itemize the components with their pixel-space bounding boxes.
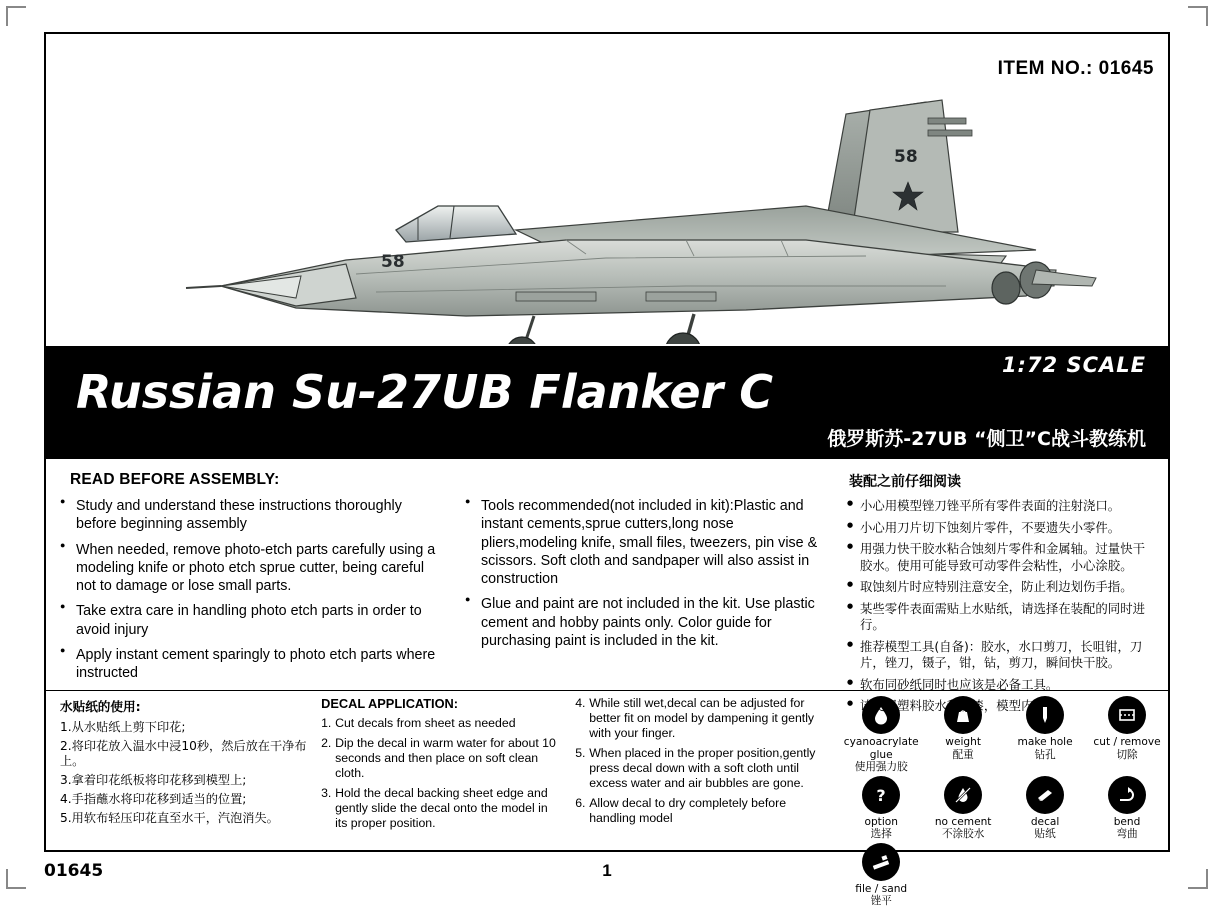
svg-text:?: ? [876, 785, 886, 805]
legend-label-cn: 锉平 [870, 895, 892, 907]
legend-item-bend [1086, 776, 1168, 841]
list-item [575, 696, 826, 741]
legend-label-en: cut / remove [1093, 736, 1161, 748]
legend-item-option [840, 776, 922, 841]
crop-mark-bottom-left [6, 869, 26, 889]
list-item: ● When needed, remove photo-etch parts carefully using a modeling knife or photo etch sprue cutter, being careful not to damage or lose small parts. [60, 541, 441, 596]
legend-label-en: no cement [934, 815, 992, 828]
instructions-middle-list [465, 497, 831, 650]
legend-icon-grid [834, 696, 1168, 907]
list-item: 1.从水贴纸上剪下印花; [60, 720, 186, 734]
list-item [575, 796, 826, 826]
decal-heading-chinese: 水贴纸的使用: [60, 699, 141, 714]
crop-mark-top-right [1188, 6, 1208, 26]
step-number: 1. [321, 716, 332, 730]
bend-icon [1108, 776, 1146, 814]
decal-heading: DECAL APPLICATION: [321, 696, 459, 711]
footer-item-code: 01645 [44, 861, 104, 881]
list-item [321, 786, 559, 831]
decal-english-column-left [313, 696, 567, 843]
list-item: 3.拿着印花纸板将印花移到模型上; [60, 772, 247, 787]
decal-chinese-steps [60, 720, 307, 826]
step-number: 6. [575, 796, 586, 810]
legend-label-en: bend [1113, 815, 1141, 828]
list-item: ● 小心用刀片切下蚀刻片零件，不要遗失小零件。 [847, 520, 1156, 537]
list-item [575, 746, 826, 791]
crop-mark-top-left [6, 6, 26, 26]
legend-label-cn: 使用强力胶 [854, 761, 908, 773]
aircraft-svg [46, 34, 1168, 344]
title-band [46, 347, 1168, 459]
legend-label-en: cyanoacrylate glue [843, 736, 919, 761]
list-item: ● Apply instant cement sparingly to photo etch parts where instructed [60, 646, 441, 683]
item-number: ITEM NO.: 01645 [997, 58, 1154, 79]
list-item: 4.手指蘸水将印花移到适当的位置; [60, 792, 247, 807]
no-cement-icon [944, 776, 982, 814]
list-item: 2.将印花放入温水中浸10秒，然后放在干净布上。 [60, 739, 307, 768]
list-item: ● 请使用塑料胶水和油漆，模型内不含。 [847, 698, 1156, 715]
step-number: 2. [321, 736, 332, 750]
instructions-chinese-column [841, 467, 1166, 713]
step-text: Cut decals from sheet as needed [335, 716, 516, 730]
legend-label-en: make hole [1017, 736, 1073, 748]
legend-label-en: weight [945, 736, 982, 748]
instructions-middle-column [451, 467, 841, 690]
list-item: ● 某些零件表面需贴上水贴纸，请选择在装配的同时进行。 [847, 601, 1156, 634]
list-item [321, 716, 559, 731]
legend-label-cn: 切除 [1116, 748, 1138, 761]
step-text: Dip the decal in warm water for about 10 seconds and then place on soft clean cloth. [335, 736, 556, 780]
read-before-assembly-heading: READ BEFORE ASSEMBLY: [70, 471, 280, 488]
page-number: 1 [602, 861, 612, 880]
crop-mark-bottom-right [1188, 869, 1208, 889]
legend-label-cn: 贴纸 [1034, 828, 1056, 840]
list-item: ● 推荐模型工具(自备)：胶水，水口剪刀，长咀钳，刀片，锉刀，镊子，钳，钻，剪刀，瞬间快干胶。 [847, 639, 1156, 672]
step-text: Allow decal to dry completely before handling model [589, 796, 787, 825]
legend-label-en: decal [1030, 815, 1060, 828]
legend-label-cn: 配重 [952, 748, 974, 761]
step-number: 4. [575, 696, 586, 710]
read-before-assembly-heading-chinese: 装配之前仔细阅读 [849, 474, 961, 490]
legend-item-no-cement [922, 776, 1004, 841]
list-item: ● 小心用模型锉刀锉平所有零件表面的注射浇口。 [847, 498, 1156, 515]
step-number: 5. [575, 746, 586, 760]
instruction-sheet [44, 32, 1170, 907]
legend-label-cn: 钻孔 [1034, 748, 1056, 761]
page-title: Russian Su-27UB Flanker C [76, 365, 773, 419]
list-item: ● 取蚀刻片时应特别注意安全，防止利边划伤手指。 [847, 579, 1156, 596]
question-icon [862, 776, 900, 814]
legend-label-cn: 弯曲 [1116, 828, 1138, 840]
list-item: ● Tools recommended(not included in kit):Plastic and instant cements,sprue cutters,long nose pliers,modeling knife, small files, tweezers, pin vise & scissors. Soft cloth and sandpaper will also assist in construction [465, 497, 831, 588]
step-number: 3. [321, 786, 332, 800]
legend-label-en: option [864, 815, 898, 828]
decal-english-column-right [567, 696, 834, 843]
scale-label: 1:72 SCALE [1001, 353, 1146, 377]
instructions-chinese-list [847, 498, 1156, 715]
decal-steps-left [321, 716, 559, 831]
list-item: ● Study and understand these instructions thoroughly before beginning assembly [60, 497, 441, 534]
legend-label-cn: 选择 [870, 828, 892, 840]
decal-steps-right [575, 696, 826, 826]
legend-label-cn: 不涂胶水 [941, 828, 985, 840]
list-item [321, 736, 559, 781]
legend-label-en: file / sand [855, 882, 908, 895]
svg-text:58: 58 [894, 147, 918, 167]
decal-chinese-column [46, 696, 313, 843]
page-footer [44, 856, 1170, 886]
list-item: ● 用强力快干胶水粘合蚀刻片零件和金属轴。过量快干胶水。使用可能导致可动零件会粘性，小心涂胶。 [847, 541, 1156, 574]
legend-item-decal [1004, 776, 1086, 841]
decal-icon [1026, 776, 1064, 814]
svg-text:58: 58 [381, 252, 405, 272]
instructions-left-list [60, 497, 441, 683]
instructions-left-column [46, 467, 451, 690]
step-text: While still wet,decal can be adjusted for better fit on model by dampening it gently with your finger. [589, 696, 815, 740]
step-text: When placed in the proper position,gently press decal down with a soft cloth until excess water and air bubbles are gone. [589, 746, 816, 790]
step-text: Hold the decal backing sheet edge and gently slide the decal onto the model in its proper position. [335, 786, 548, 830]
list-item: ● 软布同砂纸同时也应该是必备工具。 [847, 677, 1156, 694]
aircraft-illustration [46, 34, 1168, 346]
list-item: ● Take extra care in handling photo etch parts in order to avoid injury [60, 602, 441, 639]
box-art-panel [46, 34, 1168, 347]
list-item: 5.用软布轻压印花直至水干，汽泡消失。 [60, 811, 279, 826]
page-title-chinese: 俄罗斯苏-27UB “侧卫”C战斗教练机 [827, 428, 1146, 450]
list-item: ● Glue and paint are not included in the kit. Use plastic cement and hobby paints only. Color guide for purchasing paint is included in the kit. [465, 595, 831, 650]
